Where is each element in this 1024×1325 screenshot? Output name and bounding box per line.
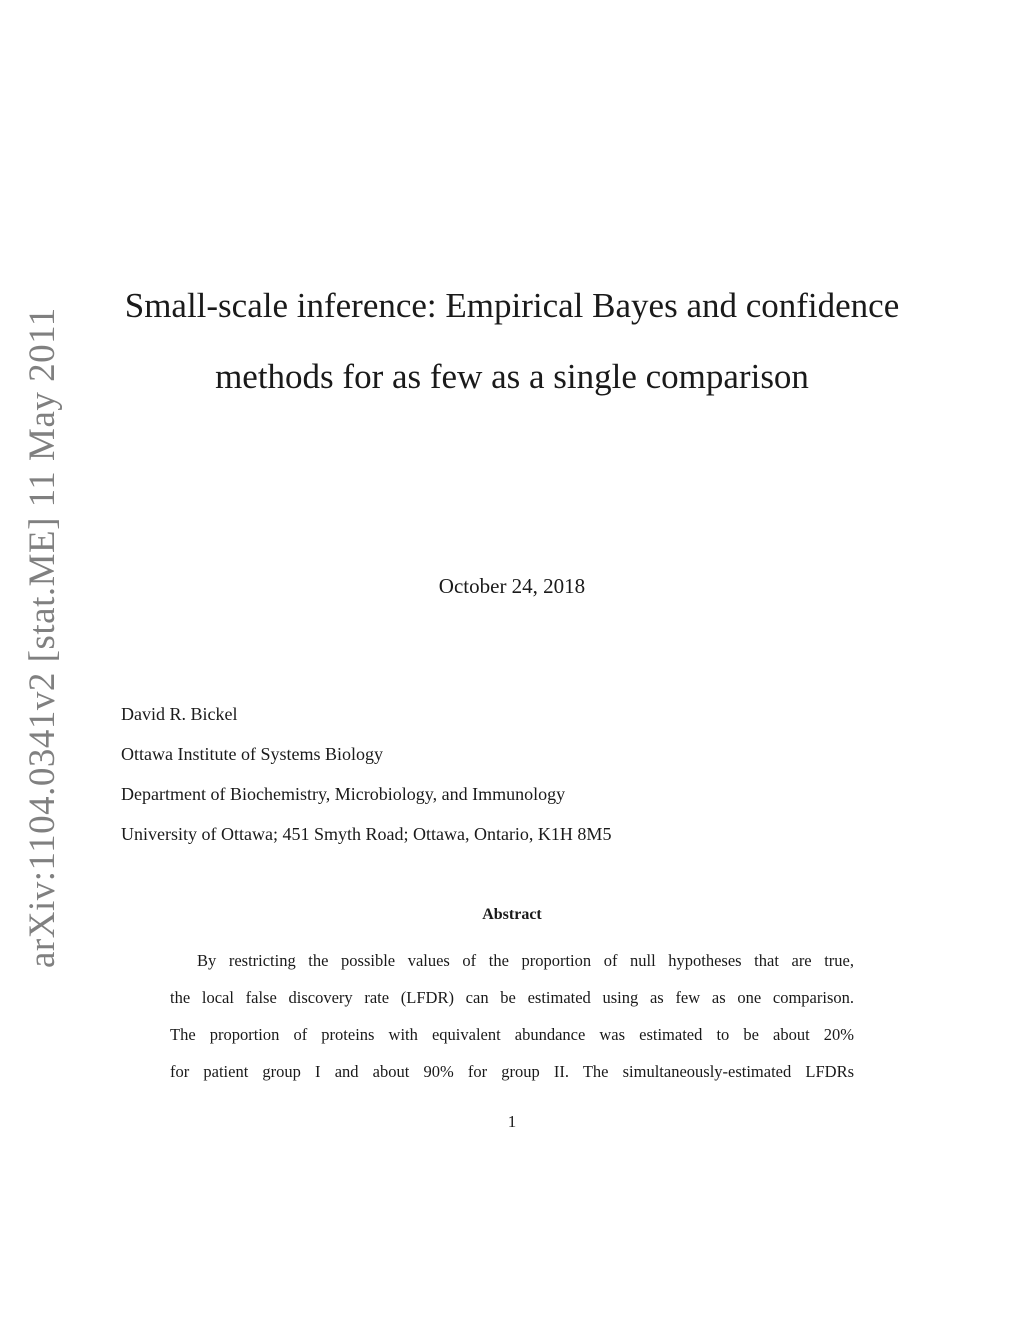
abstract-line <box>197 951 854 971</box>
arxiv-identifier-stamp: arXiv:1104.0341v2 [stat.ME] 11 May 2011 <box>22 307 63 968</box>
abstract-line <box>170 988 854 1008</box>
paper-title-line-1: Small-scale inference: Empirical Bayes and confidence <box>124 286 900 325</box>
author-department: Department of Biochemistry, Microbiology, and Immunology <box>121 784 566 804</box>
abstract-heading: Abstract <box>482 906 542 923</box>
author-institute: Ottawa Institute of Systems Biology <box>121 744 383 764</box>
page-number: 1 <box>507 1112 517 1131</box>
abstract-line-text: for patient group I and about 90% for group II. The simultaneously-estimated LFDRs <box>170 1062 854 1081</box>
abstract-line-text: By restricting the possible values of the proportion of null hypotheses that are true, <box>197 951 854 970</box>
author-address: University of Ottawa; 451 Smyth Road; Ottawa, Ontario, K1H 8M5 <box>121 824 612 844</box>
abstract-line-text: The proportion of proteins with equivalent abundance was estimated to be about 20% <box>170 1025 854 1044</box>
paper-date: October 24, 2018 <box>438 574 586 598</box>
paper-title-line-2: methods for as few as a single comparison <box>215 357 809 396</box>
abstract-line <box>170 1062 854 1082</box>
abstract-line-text: the local false discovery rate (LFDR) can be estimated using as few as one comparison. <box>170 988 854 1007</box>
abstract-line <box>170 1025 854 1045</box>
author-name: David R. Bickel <box>121 704 238 724</box>
